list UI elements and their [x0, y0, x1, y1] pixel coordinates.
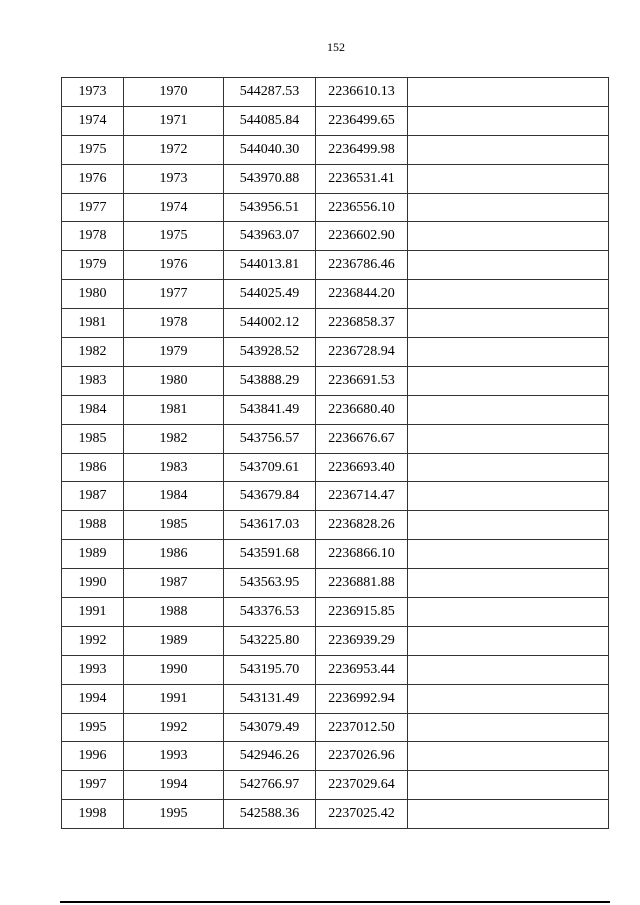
table-cell-col-2: 1984 — [124, 482, 224, 511]
table-cell-col-1: 1976 — [62, 164, 124, 193]
table-row — [62, 626, 609, 655]
table-cell-col-2: 1990 — [124, 655, 224, 684]
table-row — [62, 338, 609, 367]
table-cell-col-4: 2237026.96 — [316, 742, 408, 771]
table-row — [62, 424, 609, 453]
table-cell-col-5 — [408, 366, 609, 395]
table-row — [62, 78, 609, 107]
table-row — [62, 309, 609, 338]
table-cell-col-3: 543928.52 — [224, 338, 316, 367]
table-cell-col-5 — [408, 453, 609, 482]
table-cell-col-1: 1975 — [62, 135, 124, 164]
table-cell-col-3: 543679.84 — [224, 482, 316, 511]
table-cell-col-1: 1995 — [62, 713, 124, 742]
table-cell-col-2: 1977 — [124, 280, 224, 309]
table-cell-col-3: 544085.84 — [224, 106, 316, 135]
table-body — [62, 78, 609, 829]
table-cell-col-2: 1995 — [124, 800, 224, 829]
table-cell-col-2: 1993 — [124, 742, 224, 771]
table-row — [62, 771, 609, 800]
table-cell-col-1: 1980 — [62, 280, 124, 309]
table-cell-col-3: 543563.95 — [224, 569, 316, 598]
page-number: 152 — [327, 40, 345, 54]
table-cell-col-1: 1991 — [62, 598, 124, 627]
table-cell-col-2: 1974 — [124, 193, 224, 222]
table-cell-col-1: 1981 — [62, 309, 124, 338]
table-cell-col-3: 543888.29 — [224, 366, 316, 395]
table-cell-col-3: 542588.36 — [224, 800, 316, 829]
table-cell-col-2: 1989 — [124, 626, 224, 655]
table-cell-col-1: 1987 — [62, 482, 124, 511]
table-cell-col-3: 543131.49 — [224, 684, 316, 713]
table-cell-col-4: 2236786.46 — [316, 251, 408, 280]
table-cell-col-4: 2236556.10 — [316, 193, 408, 222]
table-cell-col-2: 1983 — [124, 453, 224, 482]
table-cell-col-5 — [408, 395, 609, 424]
table-cell-col-5 — [408, 193, 609, 222]
table-cell-col-1: 1983 — [62, 366, 124, 395]
coordinate-table — [61, 77, 609, 829]
table-cell-col-2: 1987 — [124, 569, 224, 598]
table-cell-col-3: 544287.53 — [224, 78, 316, 107]
table-row — [62, 106, 609, 135]
table-cell-col-5 — [408, 135, 609, 164]
table-row — [62, 222, 609, 251]
table-cell-col-2: 1982 — [124, 424, 224, 453]
table-cell-col-2: 1986 — [124, 540, 224, 569]
table-cell-col-2: 1973 — [124, 164, 224, 193]
table-cell-col-3: 543225.80 — [224, 626, 316, 655]
table-cell-col-4: 2236953.44 — [316, 655, 408, 684]
table-row — [62, 655, 609, 684]
table-cell-col-5 — [408, 424, 609, 453]
table-cell-col-1: 1997 — [62, 771, 124, 800]
table-cell-col-2: 1971 — [124, 106, 224, 135]
table-cell-col-2: 1991 — [124, 684, 224, 713]
table-cell-col-5 — [408, 569, 609, 598]
table-cell-col-1: 1996 — [62, 742, 124, 771]
table-cell-col-4: 2236881.88 — [316, 569, 408, 598]
table-cell-col-5 — [408, 78, 609, 107]
table-cell-col-2: 1980 — [124, 366, 224, 395]
table-cell-col-3: 543376.53 — [224, 598, 316, 627]
table-cell-col-2: 1988 — [124, 598, 224, 627]
table-cell-col-1: 1984 — [62, 395, 124, 424]
table-cell-col-5 — [408, 800, 609, 829]
table-cell-col-4: 2236866.10 — [316, 540, 408, 569]
table-row — [62, 800, 609, 829]
table-row — [62, 366, 609, 395]
table-cell-col-1: 1974 — [62, 106, 124, 135]
table-cell-col-3: 544002.12 — [224, 309, 316, 338]
table-cell-col-4: 2237012.50 — [316, 713, 408, 742]
table-cell-col-4: 2236680.40 — [316, 395, 408, 424]
table-cell-col-4: 2236728.94 — [316, 338, 408, 367]
table-cell-col-3: 543970.88 — [224, 164, 316, 193]
table-cell-col-5 — [408, 280, 609, 309]
table-cell-col-5 — [408, 164, 609, 193]
table-cell-col-3: 543591.68 — [224, 540, 316, 569]
table-cell-col-1: 1977 — [62, 193, 124, 222]
table-cell-col-4: 2236602.90 — [316, 222, 408, 251]
table-cell-col-1: 1992 — [62, 626, 124, 655]
table-cell-col-5 — [408, 742, 609, 771]
table-cell-col-3: 543709.61 — [224, 453, 316, 482]
table-cell-col-3: 543079.49 — [224, 713, 316, 742]
table-cell-col-4: 2236610.13 — [316, 78, 408, 107]
table-row — [62, 569, 609, 598]
table-cell-col-2: 1972 — [124, 135, 224, 164]
table-cell-col-2: 1975 — [124, 222, 224, 251]
table-cell-col-5 — [408, 713, 609, 742]
table-cell-col-4: 2236992.94 — [316, 684, 408, 713]
table-cell-col-5 — [408, 771, 609, 800]
table-cell-col-3: 543756.57 — [224, 424, 316, 453]
table-row — [62, 684, 609, 713]
table-cell-col-5 — [408, 338, 609, 367]
table-cell-col-2: 1979 — [124, 338, 224, 367]
table-cell-col-1: 1988 — [62, 511, 124, 540]
table-cell-col-4: 2236828.26 — [316, 511, 408, 540]
table-cell-col-1: 1986 — [62, 453, 124, 482]
table-cell-col-1: 1979 — [62, 251, 124, 280]
table-cell-col-3: 543617.03 — [224, 511, 316, 540]
table-cell-col-4: 2236499.65 — [316, 106, 408, 135]
table-cell-col-3: 542766.97 — [224, 771, 316, 800]
table-cell-col-2: 1981 — [124, 395, 224, 424]
table-cell-col-3: 544013.81 — [224, 251, 316, 280]
table-cell-col-4: 2236844.20 — [316, 280, 408, 309]
table-cell-col-5 — [408, 540, 609, 569]
table-cell-col-5 — [408, 655, 609, 684]
table-cell-col-3: 543841.49 — [224, 395, 316, 424]
table-row — [62, 395, 609, 424]
table-cell-col-5 — [408, 106, 609, 135]
table-row — [62, 251, 609, 280]
table-cell-col-2: 1992 — [124, 713, 224, 742]
table-cell-col-3: 543963.07 — [224, 222, 316, 251]
table-row — [62, 164, 609, 193]
table-cell-col-5 — [408, 598, 609, 627]
table-cell-col-4: 2236714.47 — [316, 482, 408, 511]
table-cell-col-4: 2237025.42 — [316, 800, 408, 829]
table-cell-col-5 — [408, 626, 609, 655]
table-cell-col-3: 543956.51 — [224, 193, 316, 222]
table-cell-col-4: 2236915.85 — [316, 598, 408, 627]
table-row — [62, 193, 609, 222]
table-cell-col-2: 1978 — [124, 309, 224, 338]
table-row — [62, 713, 609, 742]
table-cell-col-2: 1976 — [124, 251, 224, 280]
table-cell-col-5 — [408, 511, 609, 540]
table-cell-col-4: 2236499.98 — [316, 135, 408, 164]
table-row — [62, 742, 609, 771]
table-cell-col-1: 1998 — [62, 800, 124, 829]
table-row — [62, 453, 609, 482]
table-cell-col-4: 2237029.64 — [316, 771, 408, 800]
table-row — [62, 598, 609, 627]
table-row — [62, 511, 609, 540]
table-row — [62, 280, 609, 309]
table-row — [62, 135, 609, 164]
table-cell-col-1: 1982 — [62, 338, 124, 367]
table-cell-col-4: 2236676.67 — [316, 424, 408, 453]
table-cell-col-3: 542946.26 — [224, 742, 316, 771]
footer-rule — [60, 901, 610, 903]
table-row — [62, 540, 609, 569]
table-cell-col-2: 1970 — [124, 78, 224, 107]
table-cell-col-1: 1973 — [62, 78, 124, 107]
table-cell-col-4: 2236858.37 — [316, 309, 408, 338]
table-cell-col-5 — [408, 309, 609, 338]
table-cell-col-4: 2236693.40 — [316, 453, 408, 482]
table-cell-col-1: 1985 — [62, 424, 124, 453]
table-cell-col-1: 1989 — [62, 540, 124, 569]
table-row — [62, 482, 609, 511]
table-cell-col-1: 1990 — [62, 569, 124, 598]
table-cell-col-5 — [408, 251, 609, 280]
table-cell-col-4: 2236691.53 — [316, 366, 408, 395]
table-cell-col-3: 543195.70 — [224, 655, 316, 684]
table-cell-col-2: 1985 — [124, 511, 224, 540]
table-cell-col-5 — [408, 482, 609, 511]
table-cell-col-3: 544025.49 — [224, 280, 316, 309]
table-cell-col-4: 2236939.29 — [316, 626, 408, 655]
table-cell-col-5 — [408, 684, 609, 713]
table-cell-col-2: 1994 — [124, 771, 224, 800]
table-cell-col-1: 1978 — [62, 222, 124, 251]
table-cell-col-1: 1993 — [62, 655, 124, 684]
table-cell-col-3: 544040.30 — [224, 135, 316, 164]
table-cell-col-5 — [408, 222, 609, 251]
table-cell-col-1: 1994 — [62, 684, 124, 713]
table-cell-col-4: 2236531.41 — [316, 164, 408, 193]
